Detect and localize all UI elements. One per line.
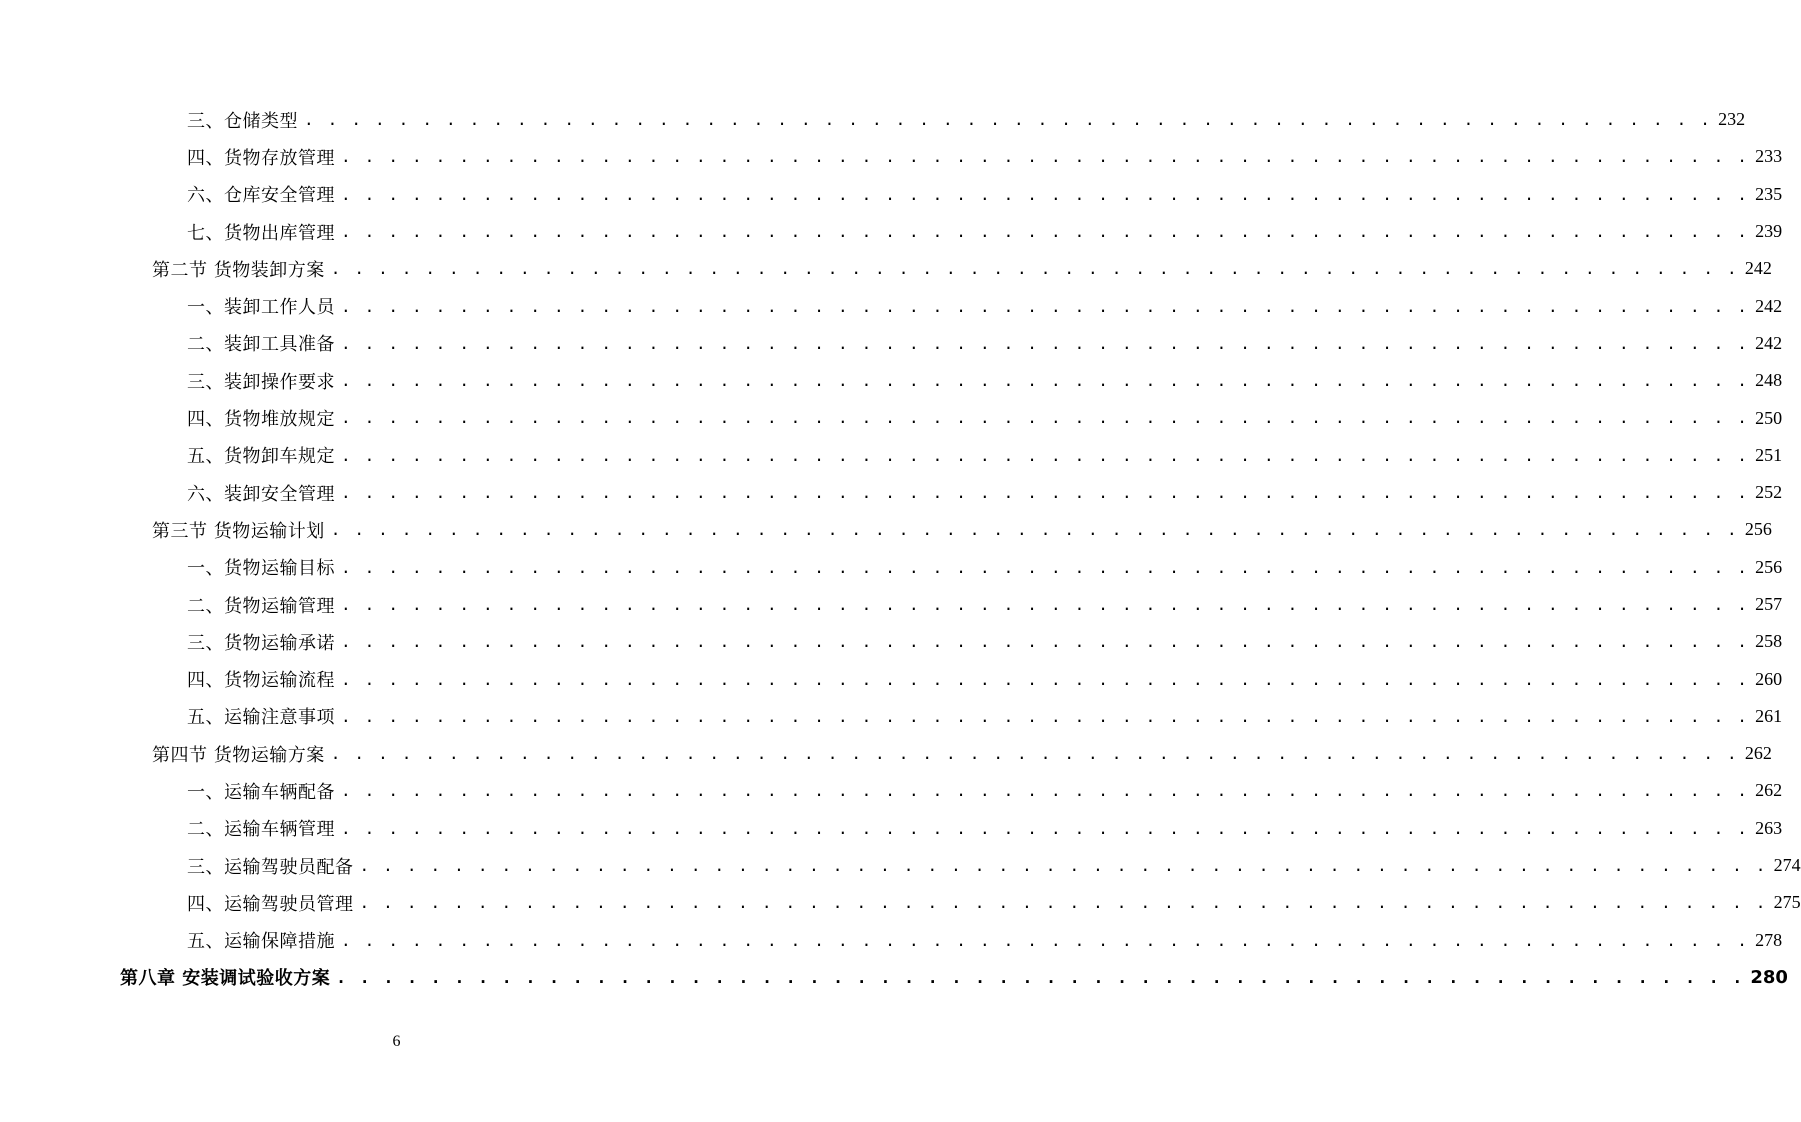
toc-entry-label: 二、运输车辆管理: [187, 815, 337, 841]
dot-leader: . . . . . . . . . . . . . . . . . . . . . . . . . . . . . . . . . . . . . . . . . . . . . . . . . . . . . . . . . . . .: [341, 594, 1750, 614]
toc-entry-page: 260: [1755, 668, 1783, 689]
toc-entry-label: 四、货物堆放规定: [187, 405, 337, 431]
toc-entry[interactable]: [0, 586, 1783, 623]
toc-entry[interactable]: [0, 847, 1801, 884]
dot-leader: . . . . . . . . . . . . . . . . . . . . . . . . . . . . . . . . . . . . . . . . . . . . . . . . . . . . . . . . . . . .: [341, 781, 1750, 801]
toc-entry-page: 278: [1755, 929, 1783, 950]
toc-entry-page: 250: [1755, 407, 1783, 428]
toc-entry-page: 239: [1755, 221, 1783, 242]
toc-entry[interactable]: [0, 474, 1783, 511]
toc-entry[interactable]: [0, 399, 1783, 436]
dot-leader: . . . . . . . . . . . . . . . . . . . . . . . . . . . . . . . . . . . . . . . . . . . . . . . . . . . . . . . . . . . .: [341, 147, 1750, 167]
dot-leader: . . . . . . . . . . . . . . . . . . . . . . . . . . . . . . . . . . . . . . . . . . . . . . . . . . . . . . . . . . . .: [341, 184, 1750, 204]
dot-leader: . . . . . . . . . . . . . . . . . . . . . . . . . . . . . . . . . . . . . . . . . . . . . . . . . . . . . . . . . . . .: [304, 110, 1713, 130]
toc-entry-page: 258: [1755, 631, 1783, 652]
toc-entry-page: 235: [1755, 183, 1783, 204]
dot-leader: . . . . . . . . . . . . . . . . . . . . . . . . . . . . . . . . . . . . . . . . . . . . . . . . . . . . . . . . . . . .: [341, 669, 1750, 689]
dot-leader: . . . . . . . . . . . . . . . . . . . . . . . . . . . . . . . . . . . . . . . . . . . . . . . . . . . . . . . . . . . .: [336, 967, 1745, 987]
dot-leader: . . . . . . . . . . . . . . . . . . . . . . . . . . . . . . . . . . . . . . . . . . . . . . . . . . . . . . . . . . . .: [359, 855, 1768, 875]
toc-entry-label: 四、运输驾驶员管理: [187, 890, 356, 916]
toc-entry-page: 242: [1755, 332, 1783, 353]
toc-entry-page: 233: [1755, 146, 1783, 167]
toc-entry-label: 三、运输驾驶员配备: [187, 853, 356, 879]
toc-entry-page: 261: [1755, 705, 1783, 726]
dot-leader: . . . . . . . . . . . . . . . . . . . . . . . . . . . . . . . . . . . . . . . . . . . . . . . . . . . . . . . . . . . .: [330, 259, 1739, 279]
dot-leader: . . . . . . . . . . . . . . . . . . . . . . . . . . . . . . . . . . . . . . . . . . . . . . . . . . . . . . . . . . . .: [341, 632, 1750, 652]
toc-entry-label: 五、运输注意事项: [187, 703, 337, 729]
toc-entry-page: 275: [1773, 892, 1801, 913]
toc-entry-page: 242: [1755, 295, 1783, 316]
table-of-contents: [0, 101, 1801, 996]
toc-entry-label: 三、仓储类型: [187, 107, 300, 133]
toc-entry[interactable]: [0, 250, 1772, 287]
toc-entry[interactable]: [0, 511, 1772, 548]
toc-entry-page: 263: [1755, 817, 1783, 838]
toc-entry-label: 一、装卸工作人员: [187, 293, 337, 319]
toc-entry[interactable]: [0, 101, 1746, 138]
toc-entry-page: 242: [1744, 258, 1772, 279]
toc-entry-page: 262: [1744, 743, 1772, 764]
dot-leader: . . . . . . . . . . . . . . . . . . . . . . . . . . . . . . . . . . . . . . . . . . . . . . . . . . . . . . . . . . . .: [341, 296, 1750, 316]
toc-entry-page: 252: [1755, 482, 1783, 503]
toc-entry[interactable]: [0, 810, 1783, 847]
dot-leader: . . . . . . . . . . . . . . . . . . . . . . . . . . . . . . . . . . . . . . . . . . . . . . . . . . . . . . . . . . . .: [341, 483, 1750, 503]
dot-leader: . . . . . . . . . . . . . . . . . . . . . . . . . . . . . . . . . . . . . . . . . . . . . . . . . . . . . . . . . . . .: [341, 818, 1750, 838]
dot-leader: . . . . . . . . . . . . . . . . . . . . . . . . . . . . . . . . . . . . . . . . . . . . . . . . . . . . . . . . . . . .: [341, 706, 1750, 726]
toc-entry-page: 262: [1755, 780, 1783, 801]
toc-entry-page: 248: [1755, 370, 1783, 391]
toc-entry-page: 256: [1755, 556, 1783, 577]
toc-entry-label: 第三节 货物运输计划: [152, 517, 327, 543]
page-number: 6: [392, 1033, 401, 1050]
toc-entry[interactable]: [0, 138, 1783, 175]
dot-leader: . . . . . . . . . . . . . . . . . . . . . . . . . . . . . . . . . . . . . . . . . . . . . . . . . . . . . . . . . . . .: [341, 371, 1750, 391]
toc-entry-label: 第八章 安装调试验收方案: [120, 964, 332, 990]
toc-entry-page: 280: [1750, 966, 1788, 988]
toc-entry[interactable]: [0, 213, 1783, 250]
toc-entry-label: 第二节 货物装卸方案: [152, 256, 327, 282]
toc-entry[interactable]: [0, 362, 1783, 399]
dot-leader: . . . . . . . . . . . . . . . . . . . . . . . . . . . . . . . . . . . . . . . . . . . . . . . . . . . . . . . . . . . .: [341, 445, 1750, 465]
toc-entry[interactable]: [0, 959, 1788, 996]
toc-entry[interactable]: [0, 287, 1783, 324]
toc-entry-label: 四、货物运输流程: [187, 666, 337, 692]
toc-entry[interactable]: [0, 735, 1772, 772]
toc-entry-page: 256: [1744, 519, 1772, 540]
dot-leader: . . . . . . . . . . . . . . . . . . . . . . . . . . . . . . . . . . . . . . . . . . . . . . . . . . . . . . . . . . . .: [330, 520, 1739, 540]
toc-entry-label: 六、仓库安全管理: [187, 181, 337, 207]
toc-entry[interactable]: [0, 660, 1783, 697]
toc-entry[interactable]: [0, 698, 1783, 735]
toc-entry[interactable]: [0, 176, 1783, 213]
toc-entry-page: 274: [1773, 855, 1801, 876]
toc-entry-label: 一、运输车辆配备: [187, 778, 337, 804]
toc-entry[interactable]: [0, 549, 1783, 586]
toc-entry-label: 三、装卸操作要求: [187, 368, 337, 394]
toc-entry[interactable]: [0, 623, 1783, 660]
toc-entry-label: 第四节 货物运输方案: [152, 741, 327, 767]
dot-leader: . . . . . . . . . . . . . . . . . . . . . . . . . . . . . . . . . . . . . . . . . . . . . . . . . . . . . . . . . . . .: [341, 333, 1750, 353]
toc-entry[interactable]: [0, 922, 1783, 959]
dot-leader: . . . . . . . . . . . . . . . . . . . . . . . . . . . . . . . . . . . . . . . . . . . . . . . . . . . . . . . . . . . .: [330, 744, 1739, 764]
dot-leader: . . . . . . . . . . . . . . . . . . . . . . . . . . . . . . . . . . . . . . . . . . . . . . . . . . . . . . . . . . . .: [341, 408, 1750, 428]
toc-entry-label: 一、货物运输目标: [187, 554, 337, 580]
toc-entry-label: 五、货物卸车规定: [187, 442, 337, 468]
dot-leader: . . . . . . . . . . . . . . . . . . . . . . . . . . . . . . . . . . . . . . . . . . . . . . . . . . . . . . . . . . . .: [359, 893, 1768, 913]
toc-entry[interactable]: [0, 325, 1783, 362]
toc-entry-page: 257: [1755, 594, 1783, 614]
toc-entry[interactable]: [0, 772, 1783, 809]
dot-leader: . . . . . . . . . . . . . . . . . . . . . . . . . . . . . . . . . . . . . . . . . . . . . . . . . . . . . . . . . . . .: [341, 221, 1750, 241]
toc-entry-page: 251: [1755, 444, 1783, 465]
toc-entry-label: 四、货物存放管理: [187, 144, 337, 170]
toc-entry-label: 二、货物运输管理: [187, 592, 337, 618]
dot-leader: . . . . . . . . . . . . . . . . . . . . . . . . . . . . . . . . . . . . . . . . . . . . . . . . . . . . . . . . . . . .: [341, 557, 1750, 577]
toc-entry[interactable]: [0, 884, 1801, 921]
toc-entry-label: 六、装卸安全管理: [187, 480, 337, 506]
toc-entry-label: 五、运输保障措施: [187, 927, 337, 953]
toc-entry-label: 二、装卸工具准备: [187, 330, 337, 356]
toc-entry-label: 三、货物运输承诺: [187, 629, 337, 655]
toc-entry-page: 232: [1718, 109, 1746, 130]
toc-entry[interactable]: [0, 437, 1783, 474]
toc-entry-label: 七、货物出库管理: [187, 219, 337, 245]
dot-leader: . . . . . . . . . . . . . . . . . . . . . . . . . . . . . . . . . . . . . . . . . . . . . . . . . . . . . . . . . . . .: [341, 930, 1750, 950]
